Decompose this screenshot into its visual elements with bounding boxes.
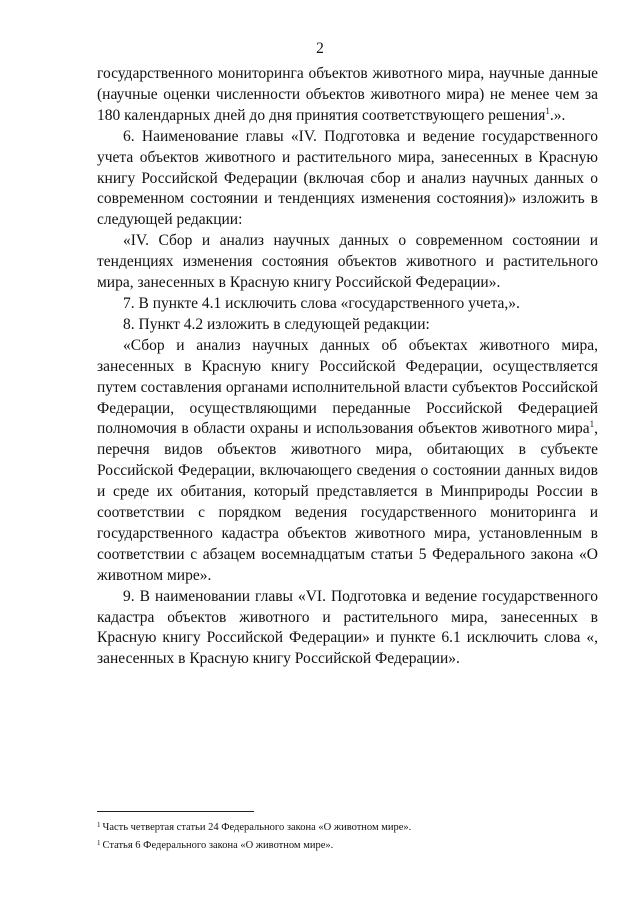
paragraph-item-7: 7. В пункте 4.1 исключить слова «государственного учета,». (123, 294, 520, 312)
paragraph-item-8: 8. Пункт 4.2 изложить в следующей редакции: (123, 315, 430, 333)
paragraph-text: «Сбор и анализ научных данных об объектах животного мира, занесенных в Красную книгу Российской Федерации, осуществляется путем составления органами исполнительной власти субъектов Российской Федерации, осуществляющими переданные Российской Федерацией полномочия в области охраны и использования объектов животного мира (97, 336, 598, 438)
paragraph-text: государственного мониторинга объектов животного мира, научные данные (научные оценки численности объектов животного мира) не менее чем за 180 календарных дней до дня принятия соответствующего решения (97, 65, 598, 124)
paragraph-chapter-iv-new-title: «IV. Сбор и анализ научных данных о современном состоянии и тенденциях изменения состояния объектов животного и растительного мира, занесенных в Красную книгу Российской Федерации». (97, 232, 598, 292)
paragraph-text-end: .». (549, 106, 566, 124)
page-number: 2 (316, 40, 324, 57)
footnote-mark: 1 (97, 839, 101, 847)
paragraph-continuation (97, 64, 598, 127)
paragraph-item-6: 6. Наименование главы «IV. Подготовка и ведение государственного учета объектов животного и растительного мира, занесенных в Красную книгу Российской Федерации (включая сбор и анализ научных данных о современном состоянии и тенденциях изменения состояния)» изложить в следующей редакции: (97, 127, 598, 229)
paragraph-item-9: 9. В наименовании главы «VI. Подготовка и ведение государственного кадастра объектов животного и растительного мира, занесенных в Красную книгу Российской Федерации» и пункте 6.1 исключить слова «, занесенных в Красную книгу Российской Федерации». (97, 587, 598, 668)
footnote-text: Часть четвертая статьи 24 Федерального закона «О животном мире». (102, 822, 412, 833)
footnote-reference: 1 (589, 419, 595, 430)
footnote-text: Статья 6 Федерального закона «О животном мире». (102, 840, 334, 851)
paragraph-clause-4-2-text (97, 336, 598, 587)
footnotes (97, 819, 598, 855)
footnote-reference: 1 (545, 105, 550, 116)
footnote-mark: 1 (97, 821, 101, 829)
footnote-item (97, 819, 598, 837)
footnote-item (97, 837, 598, 855)
paragraph-text-end: , перечня видов объектов животного мира, обитающих в субъекте Российской Федерации, включающего сведения о состоянии данных видов и среде их обитания, который представляется в Минприроды России в соответствии с порядком ведения государственного мониторинга и государственного кадастра объектов животного мира, установленным в соответствии с абзацем восемнадцатым статьи 5 Федерального закона «О животном мире». (97, 420, 598, 584)
document-body (97, 64, 598, 670)
footnote-separator (97, 811, 254, 812)
